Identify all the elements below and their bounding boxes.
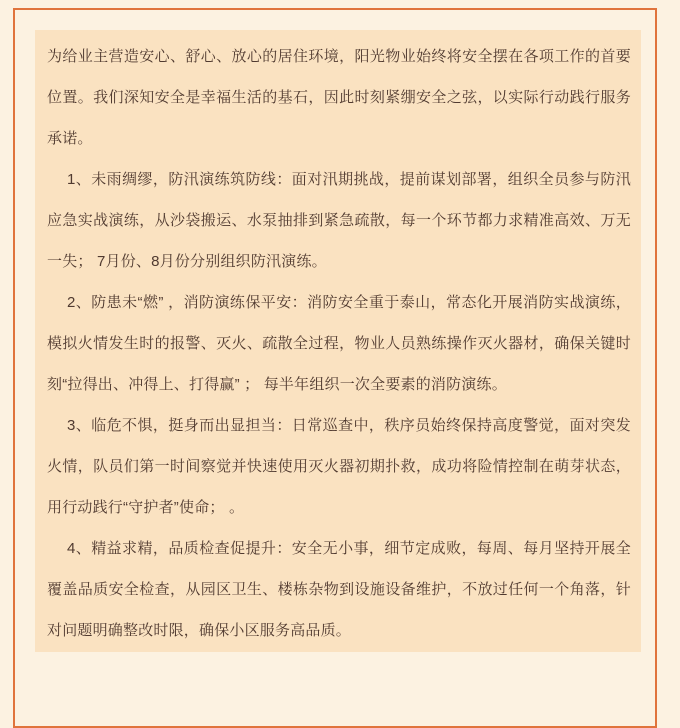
- intro-paragraph: 为给业主营造安心、舒心、放心的居住环境，阳光物业始终将安全摆在各项工作的首要位置。我们深知安全是幸福生活的基石，因此时刻紧绷安全之弦，以实际行动践行服务承诺。: [47, 48, 631, 147]
- paragraph-fire-drill: 2、防患未“燃” ，消防演练保平安：消防安全重于泰山，常态化开展消防实战演练，模拟火情发生时的报警、灭火、疏散全过程，物业人员熟练操作灭火器材，确保关键时刻“拉得出、冲得上、打得赢” ； 每半年组织一次全要素的消防演练。: [47, 294, 631, 393]
- paragraph-flood-drill: 1、未雨绸缪，防汛演练筑防线：面对汛期挑战，提前谋划部署，组织全员参与防汛应急实战演练，从沙袋搬运、水泵抽排到紧急疏散，每一个环节都力求精准高效、万无一失； 7月份、8月份分别组织防汛演练。: [47, 171, 631, 270]
- paragraph-quality-inspection: 4、精益求精，品质检查促提升：安全无小事，细节定成败，每周、每月坚持开展全覆盖品质安全检查，从园区卫生、楼栋杂物到设施设备维护，不放过任何一个角落，针对问题明确整改时限，确保小区服务高品质。: [47, 540, 631, 639]
- article-body: [47, 36, 631, 651]
- paragraph-guard-response: 3、临危不惧，挺身而出显担当：日常巡查中，秩序员始终保持高度警觉，面对突发火情，队员们第一时间察觉并快速使用灭火器初期扑救，成功将险情控制在萌芽状态，用行动践行“守护者”使命； 。: [47, 417, 631, 516]
- article-card: [35, 30, 641, 652]
